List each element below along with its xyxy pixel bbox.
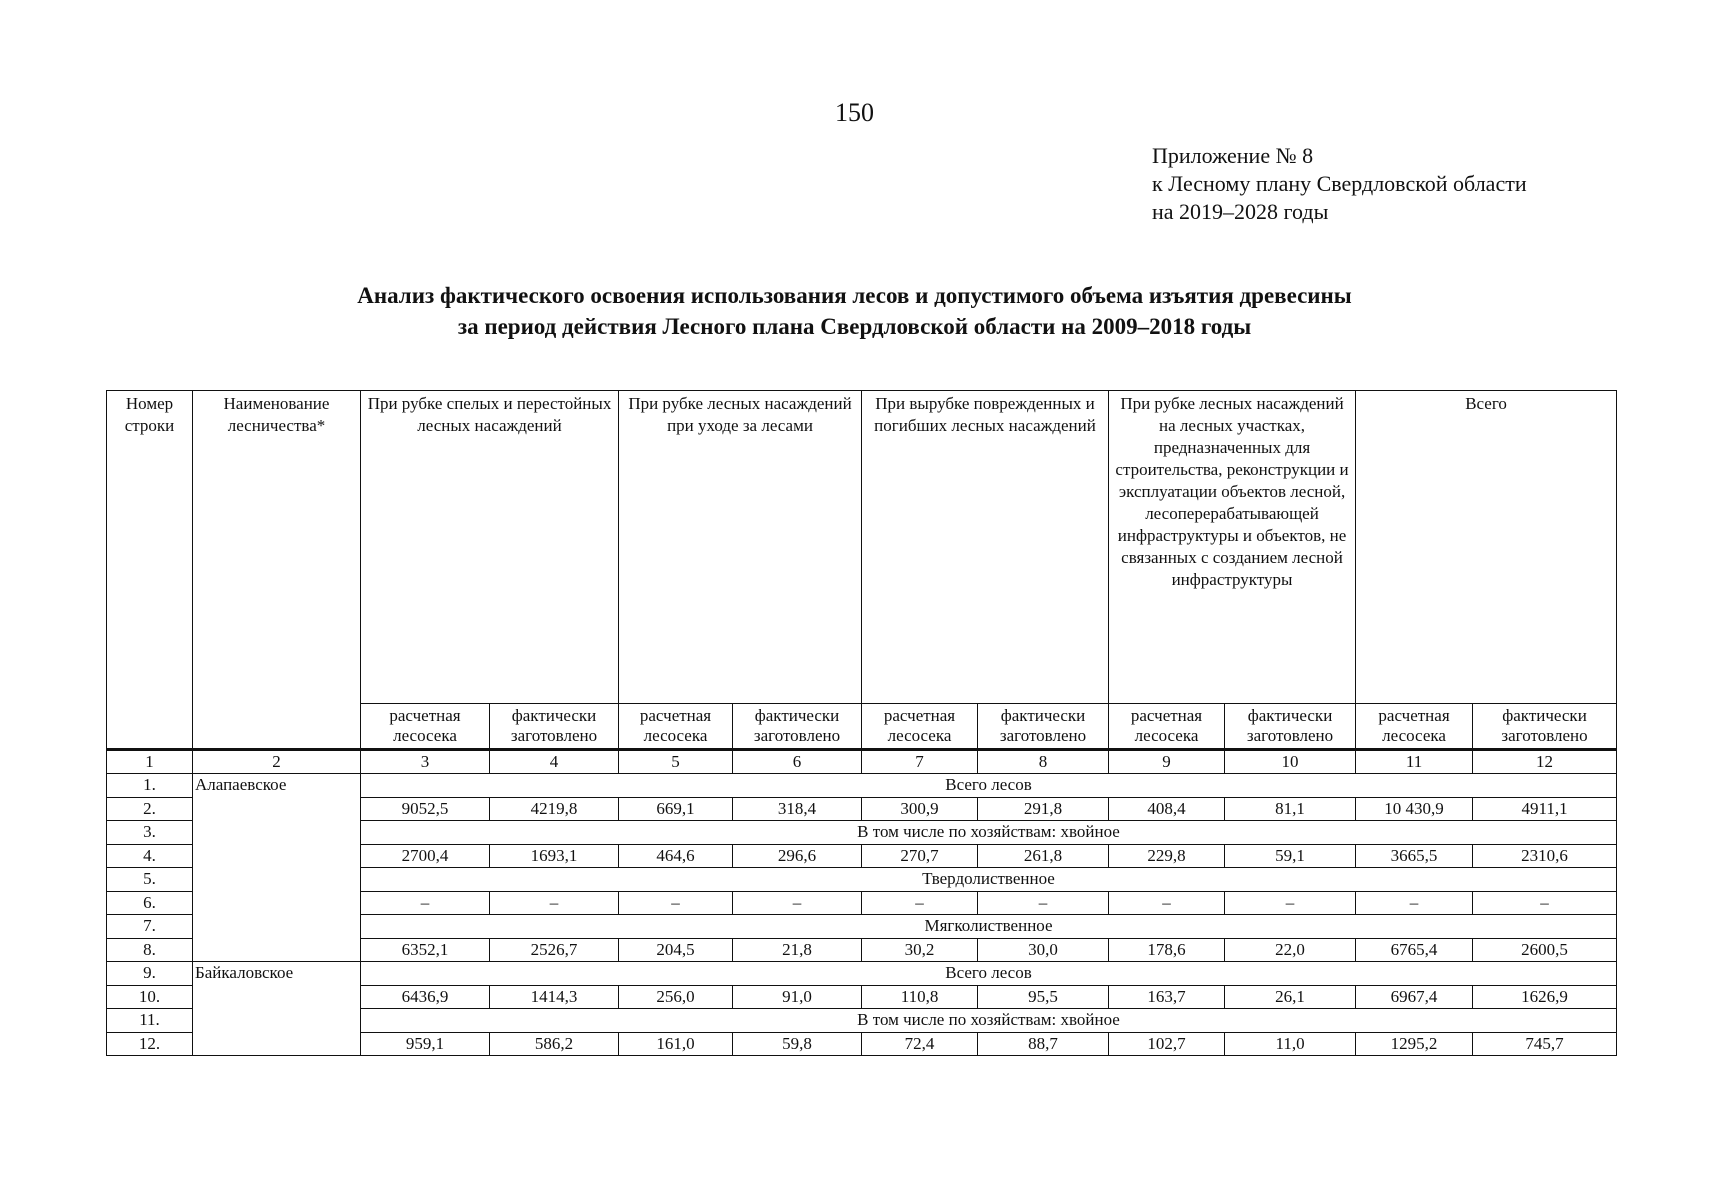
value-cell: 296,6 bbox=[733, 844, 862, 868]
subheader-actual: фактически заготовлено bbox=[733, 704, 862, 750]
row-number: 7. bbox=[107, 915, 193, 939]
value-cell: 745,7 bbox=[1473, 1032, 1617, 1056]
value-cell: – bbox=[1225, 891, 1356, 915]
value-cell: 21,8 bbox=[733, 938, 862, 962]
value-cell: – bbox=[733, 891, 862, 915]
subheader-calc: расчетная лесосека bbox=[619, 704, 733, 750]
value-cell: 110,8 bbox=[862, 985, 978, 1009]
subheader-actual: фактически заготовлено bbox=[978, 704, 1109, 750]
value-cell: 4219,8 bbox=[490, 797, 619, 821]
header-row-number: Номер строки bbox=[107, 391, 193, 750]
column-number-row bbox=[107, 750, 1617, 774]
column-number: 6 bbox=[733, 750, 862, 774]
appendix-line-1: Приложение № 8 bbox=[1152, 143, 1314, 168]
subheader-actual: фактически заготовлено bbox=[1473, 704, 1617, 750]
header-group-total: Всего bbox=[1356, 391, 1617, 704]
row-number: 11. bbox=[107, 1009, 193, 1033]
value-cell: 81,1 bbox=[1225, 797, 1356, 821]
row-number: 10. bbox=[107, 985, 193, 1009]
forest-usage-table bbox=[106, 390, 1617, 1056]
column-number: 4 bbox=[490, 750, 619, 774]
value-cell: 300,9 bbox=[862, 797, 978, 821]
section-row bbox=[107, 962, 1617, 986]
row-number: 1. bbox=[107, 774, 193, 798]
value-cell: 204,5 bbox=[619, 938, 733, 962]
value-cell: 2310,6 bbox=[1473, 844, 1617, 868]
value-cell: 30,0 bbox=[978, 938, 1109, 962]
section-label: Всего лесов bbox=[361, 962, 1617, 986]
row-number: 4. bbox=[107, 844, 193, 868]
value-cell: 270,7 bbox=[862, 844, 978, 868]
column-number: 1 bbox=[107, 750, 193, 774]
value-cell: – bbox=[1473, 891, 1617, 915]
column-number: 10 bbox=[1225, 750, 1356, 774]
value-cell: – bbox=[619, 891, 733, 915]
value-cell: 59,8 bbox=[733, 1032, 862, 1056]
value-cell: 2526,7 bbox=[490, 938, 619, 962]
value-cell: 161,0 bbox=[619, 1032, 733, 1056]
row-number: 8. bbox=[107, 938, 193, 962]
value-cell: 6436,9 bbox=[361, 985, 490, 1009]
subheader-actual: фактически заготовлено bbox=[490, 704, 619, 750]
value-cell: 586,2 bbox=[490, 1032, 619, 1056]
document-title bbox=[0, 280, 1709, 342]
value-cell: 3665,5 bbox=[1356, 844, 1473, 868]
column-number: 9 bbox=[1109, 750, 1225, 774]
forestry-name: Байкаловское bbox=[193, 962, 361, 1056]
subheader-calc: расчетная лесосека bbox=[862, 704, 978, 750]
value-cell: – bbox=[490, 891, 619, 915]
column-number: 5 bbox=[619, 750, 733, 774]
subheader-actual: фактически заготовлено bbox=[1225, 704, 1356, 750]
forestry-name: Алапаевское bbox=[193, 774, 361, 962]
header-group-mature-felling: При рубке спелых и перестойных лесных насаждений bbox=[361, 391, 619, 704]
subheader-calc: расчетная лесосека bbox=[1109, 704, 1225, 750]
value-cell: 1693,1 bbox=[490, 844, 619, 868]
row-number: 3. bbox=[107, 821, 193, 845]
value-cell: 88,7 bbox=[978, 1032, 1109, 1056]
value-cell: 6352,1 bbox=[361, 938, 490, 962]
value-cell: 261,8 bbox=[978, 844, 1109, 868]
section-label: Всего лесов bbox=[361, 774, 1617, 798]
title-line-2: за период действия Лесного плана Свердловской области на 2009–2018 годы bbox=[457, 314, 1252, 339]
value-cell: 408,4 bbox=[1109, 797, 1225, 821]
value-cell: 11,0 bbox=[1225, 1032, 1356, 1056]
subheader-calc: расчетная лесосека bbox=[361, 704, 490, 750]
value-cell: 95,5 bbox=[978, 985, 1109, 1009]
value-cell: 1414,3 bbox=[490, 985, 619, 1009]
header-group-care-felling: При рубке лесных насаждений при уходе за лесами bbox=[619, 391, 862, 704]
value-cell: 1295,2 bbox=[1356, 1032, 1473, 1056]
section-label: В том числе по хозяйствам: хвойное bbox=[361, 1009, 1617, 1033]
value-cell: 291,8 bbox=[978, 797, 1109, 821]
section-label: Мягколиственное bbox=[361, 915, 1617, 939]
value-cell: 6765,4 bbox=[1356, 938, 1473, 962]
value-cell: 26,1 bbox=[1225, 985, 1356, 1009]
row-number: 12. bbox=[107, 1032, 193, 1056]
column-number: 12 bbox=[1473, 750, 1617, 774]
value-cell: 229,8 bbox=[1109, 844, 1225, 868]
subheader-calc: расчетная лесосека bbox=[1356, 704, 1473, 750]
value-cell: 91,0 bbox=[733, 985, 862, 1009]
value-cell: – bbox=[361, 891, 490, 915]
value-cell: 102,7 bbox=[1109, 1032, 1225, 1056]
value-cell: 464,6 bbox=[619, 844, 733, 868]
column-number: 3 bbox=[361, 750, 490, 774]
appendix-line-2: к Лесному плану Свердловской области bbox=[1152, 171, 1527, 196]
row-number: 5. bbox=[107, 868, 193, 892]
value-cell: – bbox=[978, 891, 1109, 915]
value-cell: 178,6 bbox=[1109, 938, 1225, 962]
section-label: Твердолиственное bbox=[361, 868, 1617, 892]
column-number: 8 bbox=[978, 750, 1109, 774]
value-cell: 1626,9 bbox=[1473, 985, 1617, 1009]
header-forestry-name: Наименование лесничества* bbox=[193, 391, 361, 750]
value-cell: 163,7 bbox=[1109, 985, 1225, 1009]
page-number: 150 bbox=[835, 98, 874, 127]
value-cell: 6967,4 bbox=[1356, 985, 1473, 1009]
column-number: 11 bbox=[1356, 750, 1473, 774]
value-cell: 2600,5 bbox=[1473, 938, 1617, 962]
column-number: 7 bbox=[862, 750, 978, 774]
value-cell: 669,1 bbox=[619, 797, 733, 821]
value-cell: 256,0 bbox=[619, 985, 733, 1009]
appendix-note bbox=[1152, 142, 1527, 226]
value-cell: 9052,5 bbox=[361, 797, 490, 821]
value-cell: – bbox=[862, 891, 978, 915]
value-cell: 59,1 bbox=[1225, 844, 1356, 868]
value-cell: – bbox=[1356, 891, 1473, 915]
value-cell: 72,4 bbox=[862, 1032, 978, 1056]
section-label: В том числе по хозяйствам: хвойное bbox=[361, 821, 1617, 845]
value-cell: 22,0 bbox=[1225, 938, 1356, 962]
header-group-damaged-felling: При вырубке поврежденных и погибших лесных насаждений bbox=[862, 391, 1109, 704]
value-cell: 959,1 bbox=[361, 1032, 490, 1056]
title-line-1: Анализ фактического освоения использования лесов и допустимого объема изъятия древесины bbox=[357, 283, 1352, 308]
appendix-line-3: на 2019–2028 годы bbox=[1152, 199, 1329, 224]
column-number: 2 bbox=[193, 750, 361, 774]
value-cell: 2700,4 bbox=[361, 844, 490, 868]
value-cell: 10 430,9 bbox=[1356, 797, 1473, 821]
row-number: 2. bbox=[107, 797, 193, 821]
row-number: 6. bbox=[107, 891, 193, 915]
section-row bbox=[107, 774, 1617, 798]
value-cell: – bbox=[1109, 891, 1225, 915]
value-cell: 30,2 bbox=[862, 938, 978, 962]
row-number: 9. bbox=[107, 962, 193, 986]
value-cell: 4911,1 bbox=[1473, 797, 1617, 821]
header-group-construction-felling: При рубке лесных насаждений на лесных участках, предназначенных для строительства, реконструкции и эксплуатации объектов лесной, лесоперерабатывающей инфраструктуры и объектов, не связанных с созданием лесной инфраструктуры bbox=[1109, 391, 1356, 704]
value-cell: 318,4 bbox=[733, 797, 862, 821]
